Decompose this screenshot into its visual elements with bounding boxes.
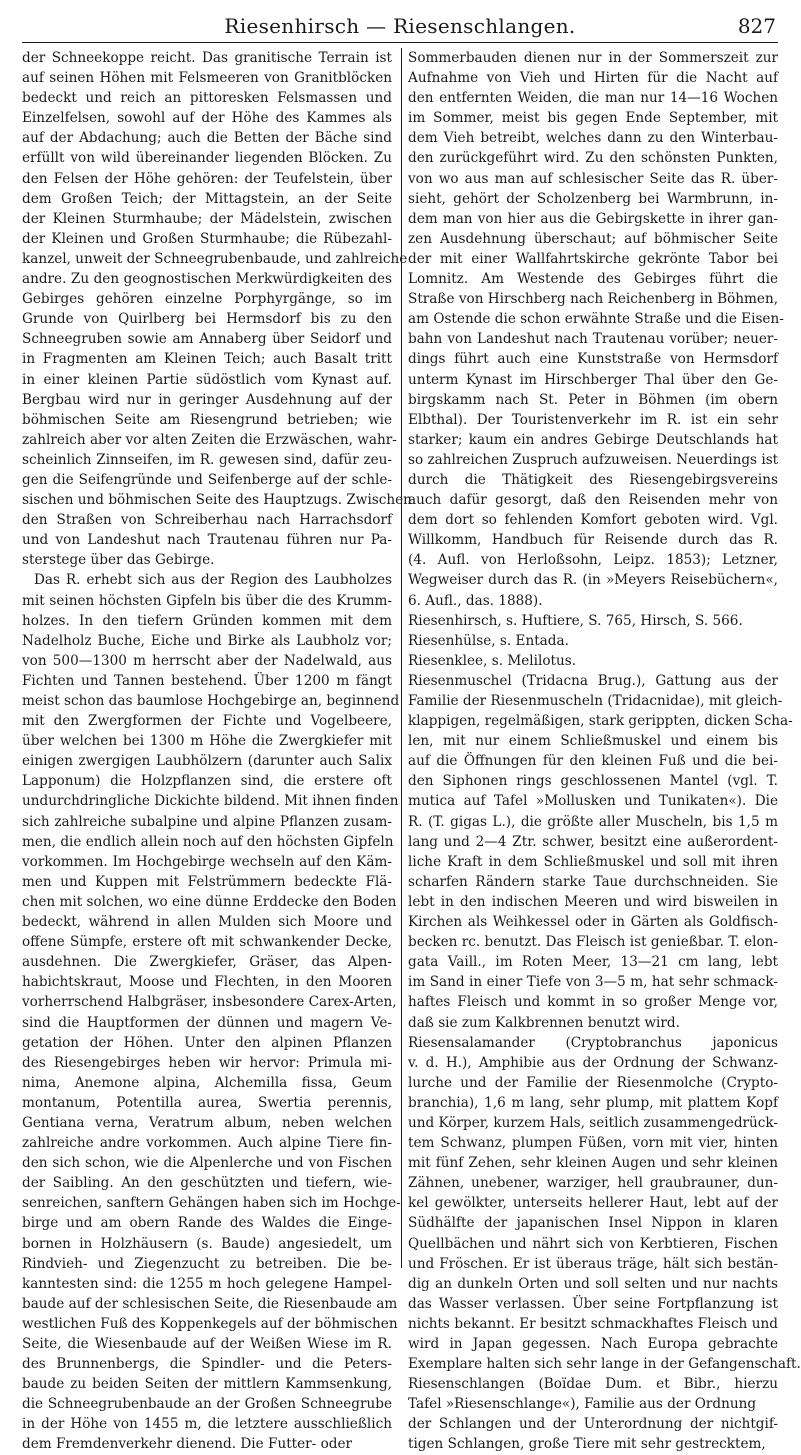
text-line: Elbthal). Der Touristenverkehr im R. ist ein sehr (408, 411, 778, 428)
text-line: klappigen, regelmäßigen, stark gerippten, dicken Scha- (408, 713, 793, 730)
text-line: Sommerbauden dienen nur in der Sommerszeit zur (408, 50, 778, 66)
text-line: montanum, Potentilla aurea, Swertia perennis, (22, 1094, 392, 1111)
text-line: men, die endlich allein noch auf den höchsten Gipfeln (22, 833, 394, 850)
text-line: ausdehnen. Die Zwergkiefer, Gräser, das Alpen- (22, 954, 392, 971)
text-line: den Siphonen rings geschlossenen Mantel (vgl. T. (408, 773, 778, 790)
text-line: den Straßen von Schreiberhau nach Harrachsdorf (22, 512, 392, 529)
text-line: im Sommer, meist bis gegen Ende September, mit (408, 110, 778, 127)
text-line: Willkomm, Handbuch für Reisende durch das R. (408, 532, 778, 549)
text-line: Quellbächen und nährt sich von Kerbtieren, Fischen (408, 1235, 778, 1252)
text-line: bedeckt und reich an pittoresken Felsmassen und (22, 90, 392, 107)
text-line: lurche und der Familie der Riesenmolche (Crypto- (408, 1074, 778, 1091)
text-line: meist schon das baumlose Hochgebirge an, beginnend (22, 693, 400, 709)
text-line: birge und am obern Rande des Waldes die Einge- (22, 1215, 392, 1232)
text-line: haftes Fleisch und kommt in so großer Menge vor, (408, 994, 778, 1011)
text-line: Riesenhülse, s. Entada. (408, 632, 569, 649)
text-line: v. d. H.), Amphibie aus der Ordnung der Schwanz- (408, 1054, 778, 1071)
text-line: gata Vaill., im Roten Meer, 13—21 cm lang, lebt (408, 954, 778, 971)
text-line: auch dafür gesorgt, daß den Reisenden mehr von (408, 492, 778, 509)
text-line: Nadelholz Buche, Eiche und Birke als Laubholz vor; (22, 632, 392, 649)
text-line: auf seinen Höhen mit Felsmeeren von Granitblöcken (22, 70, 392, 87)
text-line: baude auf der schlesischen Seite, die Riesenbaude am (22, 1295, 398, 1312)
text-line: den Felsen der Höhe gehören: der Teufelstein, über (22, 170, 392, 187)
text-line: dem Fremdenverkehr dienend. Die Futter- oder (22, 1436, 353, 1453)
text-line: auf die Öffnungen für den kleinen Fuß und die bei- (408, 753, 778, 770)
text-line: unterm Kynast im Hirschberger Thal über den Ge- (408, 371, 778, 388)
text-line: der Saibling. An den geschützten und tiefern, wie- (22, 1175, 392, 1192)
text-line: dings führt auch eine Kunststraße von Hermsdorf (408, 351, 778, 368)
text-line: Grunde von Quirlberg bei Hermsdorf bis zu den (22, 311, 392, 328)
text-line: Fichten und Tannen bestehend. Über 1200 m fängt (22, 672, 392, 689)
text-line: sich zahlreiche subalpine und alpine Pflanzen zusam- (22, 813, 392, 830)
text-line: Südhälfte der japanischen Insel Nippon in klaren (408, 1215, 778, 1232)
text-line: im Sand in einer Tiefe von 3—5 m, hat sehr schmack- (408, 974, 778, 991)
text-line: des Brunnenbergs, die Spindler- und die Peters- (22, 1356, 392, 1373)
text-line: Familie der Riesenmuscheln (Tridacnidae), mit gleich- (408, 693, 783, 709)
right-column (408, 48, 801, 1453)
text-line: offene Sümpfe, erstere oft mit schwankender Decke, (22, 934, 392, 951)
text-line: sieht, gehört der Scholzenberg bei Warmbrunn, in- (408, 190, 778, 207)
text-line: branchia), 1,6 m lang, sehr plump, mit plattem Kopf (408, 1094, 778, 1111)
text-line: der Kleinen und Großen Sturmhaube; die Rübezahl- (22, 230, 392, 247)
text-line: nichts bekannt. Er besitzt schmackhaftes Fleisch und (408, 1315, 778, 1332)
text-line: den entfernten Weiden, die man nur 14—16 Wochen (408, 90, 778, 107)
text-line: so zahlreichen Zuspruch aufzuweisen. Neuerdings ist (408, 451, 779, 468)
text-line: und Fröschen. Er ist überaus träge, hält sich bestän- (408, 1255, 778, 1272)
text-line: mutica auf Tafel »Mollusken und Tunikaten«). Die (408, 793, 778, 810)
text-line: dem dort so fehlenden Komfort geboten wird. Vgl. (408, 512, 778, 529)
text-line: Seite, die Wiesenbaude auf der Weißen Wiese im R. (22, 1336, 392, 1352)
text-line: den sich schon, wie die Alpenlerche und von Fischen (22, 1155, 392, 1172)
text-line: daß sie zum Kalkbrennen benutzt wird. (408, 1014, 680, 1031)
text-line: von wo aus man auf schlesischer Seite das R. über- (408, 170, 778, 187)
text-line: Riesenklee, s. Melilotus. (408, 652, 577, 669)
text-line: (4. Aufl. von Herloßsohn, Leipz. 1853); Letzner, (408, 552, 778, 569)
text-line: mit den Zwergformen der Fichte und Vogelbeere, (22, 713, 392, 730)
text-line: holzes. In den tiefern Gründen kommen mit dem (22, 612, 392, 629)
text-line: Lapponum) die Holzpflanzen sind, die erstere oft (22, 773, 392, 790)
text-line: R. (T. gigas L.), die größte aller Muscheln, bis 1,5 m (408, 813, 778, 830)
text-line: 6. Aufl., das. 1888). (408, 592, 543, 609)
text-line: westlichen Fuß des Koppenkegels auf der böhmischen (22, 1315, 398, 1332)
text-line: men und Kuppen mit Felstrümmern bedeckte Flä- (22, 873, 392, 890)
text-line: Schneegruben sowie am Annaberg über Seidorf und (22, 331, 392, 348)
text-line: Exemplare halten sich sehr lange in der Gefangenschaft. (408, 1356, 801, 1373)
text-line: von 500—1300 m herrscht aber der Nadelwald, aus (22, 652, 392, 669)
text-line: Kirchen als Weihkessel oder in Gärten als Goldfisch- (408, 914, 778, 931)
text-line: des Riesengebirges heben wir hervor: Primula mi- (22, 1054, 392, 1071)
text-line: der Kleinen Sturmhaube; der Mädelstein, zwischen (22, 210, 392, 227)
text-line: dem Großen Teich; der Mittagstein, an der Seite (22, 190, 392, 207)
text-line: auf der Abdachung; auch die Betten der Bäche sind (22, 130, 392, 147)
text-line: lang und 2—4 Ztr. schwer, besitzt eine außerordent- (408, 833, 778, 850)
text-line: bahn von Landeshut nach Trautenau vorüber; neuer- (408, 331, 778, 348)
text-line: Das R. erhebt sich aus der Region des Laubholzes (34, 572, 392, 589)
text-line: zen Ausdehnung überschaut; auf böhmischer Seite (408, 230, 778, 247)
text-line: vorherrschend Halbgräser, insbesondere Carex-Arten, (22, 994, 397, 1011)
page-number: 827 (737, 14, 776, 38)
text-line: in der Höhe von 1455 m, die letztere ausschließlich (22, 1416, 392, 1433)
text-line: kel gewölkter, unterseits hellerer Haut, lebt auf der (408, 1195, 778, 1212)
page (22, 8, 801, 1453)
text-line: undurchdringliche Dickichte bildend. Mit ihnen finden (22, 793, 399, 810)
text-line: becken rc. benutzt. Das Fleisch ist genießbar. T. elon- (408, 934, 778, 951)
text-line: die Schneegrubenbaude an der Großen Schneegrube (22, 1396, 392, 1413)
running-title: Riesenhirsch — Riesenschlangen. (224, 14, 576, 38)
text-line: Gentiana verna, Veratrum album, neben welchen (22, 1114, 392, 1131)
text-line: am Ostende die schon erwähnte Straße und die Eisen- (408, 311, 784, 328)
text-line: dig an dunkeln Orten und soll selten und nur nachts (408, 1275, 778, 1292)
text-line: mit fünf Zehen, sehr kleinen Augen und sehr kleinen (408, 1155, 778, 1172)
text-line: Zähnen, unebener, warziger, hell graubrauner, dun- (408, 1175, 778, 1192)
text-line: wird in Japan gegessen. Nach Europa gebrachte (408, 1336, 778, 1352)
text-line: dem man von hier aus die Gebirgskette in ihrer gan- (408, 210, 778, 227)
text-line: zahlreiche andre vorkommen. Auch alpine Tiere fin- (22, 1135, 392, 1152)
text-line: den zurückgeführt wird. Zu den schönsten Punkten, (408, 150, 778, 167)
text-line: in einer kleinen Partie südöstlich vom Kynast auf. (22, 371, 392, 388)
text-line: der Schlangen und der Unterordnung der nichtgif- (408, 1416, 778, 1433)
text-line: Einzelfelsen, sowohl auf der Höhe des Kammes als (22, 110, 392, 127)
text-line: chen mit solchen, wo eine dünne Erddecke den Boden (22, 893, 397, 910)
text-line: len, mit nur einem Schließmuskel und einem bis (408, 733, 778, 750)
left-column (22, 48, 412, 1453)
text-line: starker; kaum ein andres Gebirge Deutschlands hat (408, 431, 778, 448)
text-line: tigen Schlangen, große Tiere mit sehr gestrecktem, (408, 1436, 766, 1453)
text-line: erfüllt von wild übereinander liegenden Blöcken. Zu (22, 150, 392, 167)
text-line: der Schneekoppe reicht. Das granitische Terrain ist (22, 50, 392, 66)
text-columns (22, 48, 801, 1453)
text-line: das Wasser verlassen. Über seine Fortpflanzung ist (408, 1295, 778, 1312)
text-line: andre. Zu den geognostischen Merkwürdigkeiten des (22, 271, 392, 288)
text-line: und von Landeshut nach Trautenau führen nur Pa- (22, 532, 392, 549)
text-line: baude zu beiden Seiten der mittlern Kammsenkung, (22, 1376, 392, 1393)
text-line: zahlreich aber vor alten Zeiten die Erzwäschen, wahr- (22, 431, 397, 448)
text-line: lebt in den indischen Meeren und wird bisweilen in (408, 893, 778, 910)
text-line: Lomnitz. Am Westende des Gebirges führt die (408, 271, 778, 288)
text-line: getation der Höhen. Unter den alpinen Pflanzen (22, 1034, 392, 1051)
text-line: dem Vieh betreibt, welches dann zu den Winterbau- (408, 130, 778, 147)
text-line: kanzel, unweit der Schneegrubenbaude, und zahlreiche (22, 250, 408, 267)
text-line: der mit einer Wallfahrtskirche gekrönte Tabor bei (408, 250, 778, 267)
text-line: habichtskraut, Moose und Flechten, in den Mooren (22, 974, 392, 991)
text-line: böhmischen Seite am Riesengrund betrieben; wie (22, 411, 392, 428)
text-line: in Fragmenten am Kleinen Teich; auch Basalt tritt (22, 351, 392, 368)
text-line: Wegweiser durch das R. (in »Meyers Reisebüchern«, (408, 572, 778, 589)
text-line: Rindvieh- und Ziegenzucht zu betreiben. Die be- (22, 1255, 392, 1272)
text-line: kanntesten sind: die 1255 m hoch gelegene Hampel- (22, 1275, 392, 1292)
text-line: nima, Anemone alpina, Alchemilla fissa, Geum (22, 1074, 392, 1091)
text-line: Riesenmuschel (Tridacna Brug.), Gattung aus der (408, 672, 778, 689)
text-line: senreichen, sanftern Gehängen haben sich im Hochge- (22, 1195, 401, 1212)
text-line: liche Kraft in dem Schließmuskel und soll mit ihren (408, 853, 778, 870)
text-line: mit seinen höchsten Gipfeln bis über die des Krumm- (22, 592, 392, 609)
text-line: bornen in Holzhäusern (s. Baude) angesiedelt, um (22, 1235, 392, 1252)
text-line: Riesenhirsch, s. Huftiere, S. 765, Hirsch, S. 566. (408, 612, 743, 629)
text-line: Aufnahme von Vieh und Hirten für die Nacht auf (408, 70, 778, 87)
text-line: Bergbau wird nur in geringer Ausdehnung auf der (22, 391, 392, 408)
text-line: Riesensalamander (Cryptobranchus japonicus (408, 1034, 778, 1051)
text-line: vorkommen. Im Hochgebirge wechseln auf den Käm- (22, 853, 392, 870)
text-line: sterstege über das Gebirge. (22, 552, 215, 569)
text-line: Straße von Hirschberg nach Reichenberg in Böhmen, (408, 291, 779, 308)
page-header (22, 8, 778, 43)
text-line: sind die Hauptformen der dünnen und magern Ve- (22, 1014, 392, 1031)
text-line: Tafel »Riesenschlange«), Familie aus der Ordnung (408, 1396, 757, 1413)
column-divider (401, 48, 402, 1268)
text-line: birgskamm nach St. Peter in Böhmen (im obern (408, 391, 778, 408)
text-line: und Körper, kurzem Hals, seitlich zusammengedrück- (408, 1114, 778, 1131)
text-line: über welchen bei 1300 m Höhe die Zwergkiefer mit (22, 733, 392, 750)
text-line: gen die Seifengründe und Seifenberge auf der schle- (22, 471, 392, 488)
text-line: tem Schwanz, plumpen Füßen, vorn mit vier, hinten (408, 1135, 778, 1152)
text-line: scharfen Rändern starke Taue durchschneiden. Sie (408, 873, 778, 890)
text-line: sischen und böhmischen Seite des Hauptzugs. Zwischen (22, 492, 412, 509)
text-line: durch die Thätigkeit des Riesengebirgsvereins (408, 471, 778, 488)
text-line: scheinlich Zinnseifen, im R. gewesen sind, dafür zeu- (22, 451, 392, 468)
text-line: bedeckt, während in allen Mulden sich Moore und (22, 914, 392, 931)
text-line: Riesenschlangen (Boïdae Dum. et Bibr., hierzu (408, 1376, 778, 1393)
text-line: einigen zwergigen Laubhölzern (darunter auch Salix (22, 753, 392, 770)
text-line: Gebirges gehören einzelne Porphyrgänge, so im (22, 291, 392, 308)
